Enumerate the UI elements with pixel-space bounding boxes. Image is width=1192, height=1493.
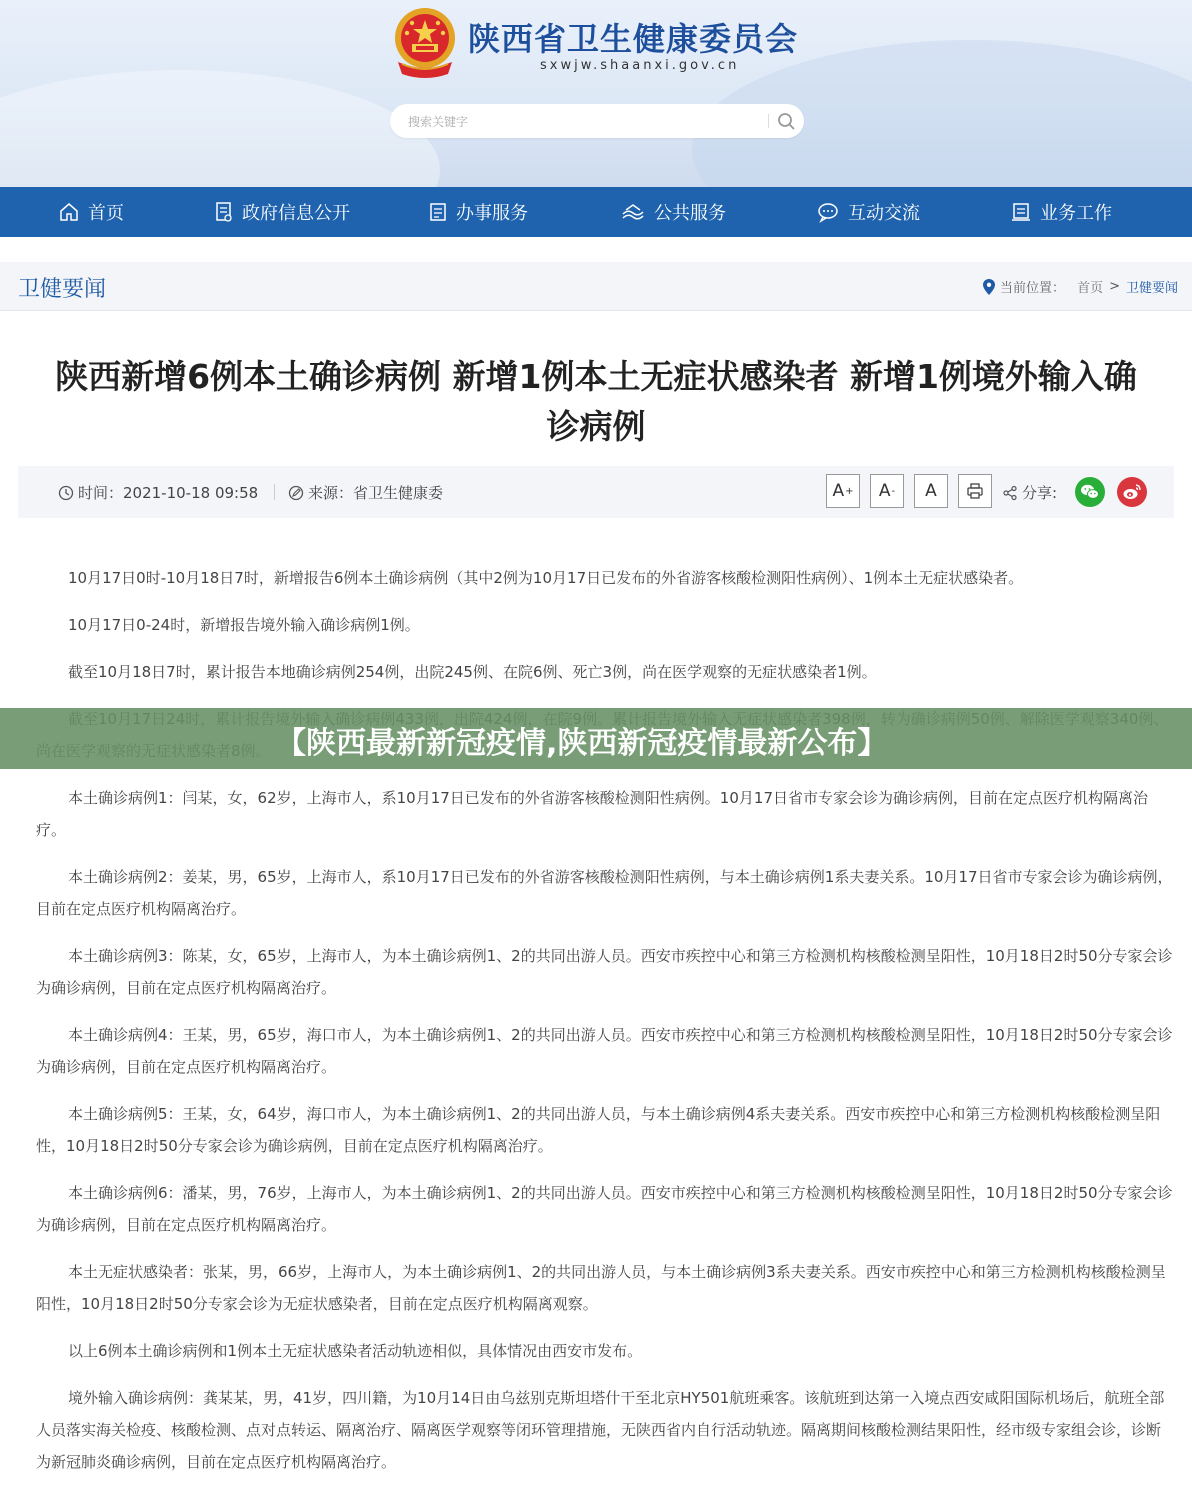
- article-paragraph: 10月17日0-24时，新增报告境外输入确诊病例1例。: [68, 616, 420, 634]
- font-decrease-label: A: [878, 481, 891, 501]
- share-icon: [1002, 485, 1018, 501]
- work-icon: [1010, 201, 1032, 223]
- nav-item-interaction[interactable]: [816, 187, 920, 237]
- weibo-icon: [1121, 482, 1143, 502]
- clock-icon: [58, 485, 74, 501]
- article-paragraph: 本土确诊病例3：陈某，女，65岁，上海市人，为本土确诊病例1、2的共同出游人员。西安市疾控中心和第三方检测机构核酸检测呈阳性，10月18日2时50分专家会诊为确诊病例，目前在定点医疗机构隔离治疗。: [36, 947, 1173, 997]
- article-content: [36, 562, 1174, 1493]
- wechat-icon: [1079, 482, 1101, 502]
- font-increase-button[interactable]: [826, 474, 860, 508]
- font-increase-sup: +: [845, 485, 854, 497]
- article-paragraph: 本土确诊病例1：闫某，女，62岁，上海市人，系10月17日已发布的外省游客核酸检测阳性病例。10月17日省市专家会诊为确诊病例，目前在定点医疗机构隔离治疗。: [36, 789, 1148, 839]
- search-icon: [775, 110, 797, 132]
- document-icon: [214, 201, 234, 223]
- site-header: [0, 0, 1192, 187]
- nav-item-business[interactable]: [1010, 187, 1112, 237]
- article-meta-bar: [18, 466, 1174, 518]
- article-paragraph: 本土确诊病例6：潘某，男，76岁，上海市人，为本土确诊病例1、2的共同出游人员。西安市疾控中心和第三方检测机构核酸检测呈阳性，10月18日2时50分专家会诊为确诊病例，目前在定点医疗机构隔离治疗。: [36, 1184, 1173, 1234]
- article-paragraph: 本土无症状感染者：张某，男，66岁，上海市人，为本土确诊病例1、2的共同出游人员，与本土确诊病例3系夫妻关系。西安市疾控中心和第三方检测机构核酸检测呈阳性，10月18日2时50分专家会诊为无症状感染者，目前在定点医疗机构隔离观察。: [36, 1263, 1166, 1313]
- font-increase-label: A: [832, 481, 845, 501]
- article-paragraph: 本土确诊病例2：姜某，男，65岁，上海市人，系10月17日已发布的外省游客核酸检测阳性病例，与本土确诊病例1系夫妻关系。10月17日省市专家会诊为确诊病例，目前在定点医疗机构隔离治疗。: [36, 868, 1173, 918]
- headline-banner-text: 【陕西最新新冠疫情,陕西新冠疫情最新公布】: [276, 726, 888, 761]
- site-title: 陕西省卫生健康委员会: [468, 20, 799, 58]
- location-pin-icon: [982, 278, 996, 296]
- header-decoration: [0, 70, 440, 187]
- meta-divider: [274, 484, 275, 500]
- chat-icon: [816, 201, 840, 223]
- article-paragraph: 本土确诊病例4：王某，男，65岁，海口市人，为本土确诊病例1、2的共同出游人员。西安市疾控中心和第三方检测机构核酸检测呈阳性，10月18日2时50分专家会诊为确诊病例，目前在定点医疗机构隔离治疗。: [36, 1026, 1173, 1076]
- article-title: 陕西新增6例本土确诊病例 新增1例本土无症状感染者 新增1例境外输入确诊病例: [55, 357, 1137, 446]
- main-nav: [0, 187, 1192, 237]
- nav-item-label: 首页: [88, 203, 124, 224]
- nav-item-label: 互动交流: [848, 203, 920, 224]
- section-title: 卫健要闻: [18, 277, 107, 302]
- article-source: [288, 482, 443, 503]
- breadcrumb: [982, 277, 1178, 296]
- article-paragraph: 10月17日0时-10月18日7时，新增报告6例本土确诊病例（其中2例为10月17日已发布的外省游客核酸检测阳性病例）、1例本土无症状感染者。: [68, 569, 1024, 587]
- publish-time: [58, 482, 258, 503]
- breadcrumb-current[interactable]: 卫健要闻: [1125, 281, 1178, 296]
- share-wechat-button[interactable]: [1075, 477, 1105, 507]
- font-reset-button[interactable]: [914, 474, 948, 508]
- share-label-text: 分享:: [1022, 484, 1058, 502]
- breadcrumb-home[interactable]: 首页: [1077, 281, 1104, 296]
- publish-time-text: 时间：2021-10-18 09:58: [78, 484, 259, 502]
- national-emblem-icon: [388, 4, 462, 80]
- breadcrumb-prefix: 当前位置：: [1000, 281, 1066, 296]
- search-box: [390, 104, 804, 138]
- site-domain: sxwjw.shaanxi.gov.cn: [540, 58, 740, 73]
- clipboard-icon: [428, 201, 448, 223]
- public-service-icon: [620, 201, 646, 223]
- article-paragraph: 以上6例本土确诊病例和1例本土无症状感染者活动轨迹相似，具体情况由西安市发布。: [68, 1342, 643, 1360]
- nav-item-label: 公共服务: [654, 203, 726, 224]
- print-button[interactable]: [958, 474, 992, 508]
- article-paragraph: 本土确诊病例5：王某，女，64岁，海口市人，为本土确诊病例1、2的共同出游人员，与本土确诊病例4系夫妻关系。西安市疾控中心和第三方检测机构核酸检测呈阳性，10月18日2时50分专家会诊为确诊病例，目前在定点医疗机构隔离治疗。: [36, 1105, 1161, 1155]
- printer-icon: [966, 482, 984, 500]
- nav-item-public-services[interactable]: [620, 187, 726, 237]
- search-button[interactable]: [775, 110, 797, 132]
- section-bar: [0, 262, 1192, 311]
- article-paragraph: 截至10月18日7时，累计报告本地确诊病例254例，出院245例、在院6例、死亡3例，尚在医学观察的无症状感染者1例。: [68, 663, 877, 681]
- nav-item-label: 业务工作: [1040, 203, 1112, 224]
- pen-icon: [288, 485, 304, 501]
- share-label: [1002, 482, 1057, 503]
- headline-banner: [0, 708, 1192, 769]
- nav-item-government-info[interactable]: [214, 187, 350, 237]
- article-source-text: 来源：省卫生健康委: [308, 484, 444, 502]
- breadcrumb-separator: >: [1109, 279, 1120, 294]
- font-reset-label: A: [925, 481, 937, 501]
- share-weibo-button[interactable]: [1117, 477, 1147, 507]
- nav-item-services[interactable]: [428, 187, 528, 237]
- home-icon: [58, 201, 80, 223]
- nav-item-home[interactable]: [58, 187, 124, 237]
- article-paragraph: 境外输入确诊病例：龚某某，男，41岁，四川籍，为10月14日由乌兹别克斯坦塔什干至北京HY501航班乘客。该航班到达第一入境点西安咸阳国际机场后，航班全部人员落实海关检疫、核酸检测、点对点转运、隔离治疗、隔离医学观察等闭环管理措施，无陕西省内自行活动轨迹。隔离期间核酸检测结果阳性，经市级专家组会诊，诊断为新冠肺炎确诊病例，目前在定点医疗机构隔离治疗。: [36, 1389, 1165, 1471]
- search-divider: [768, 114, 769, 128]
- nav-item-label: 办事服务: [456, 203, 528, 224]
- nav-item-label: 政府信息公开: [242, 203, 350, 224]
- font-decrease-button[interactable]: [870, 474, 904, 508]
- font-decrease-sup: -: [891, 485, 896, 497]
- search-input[interactable]: [406, 110, 750, 134]
